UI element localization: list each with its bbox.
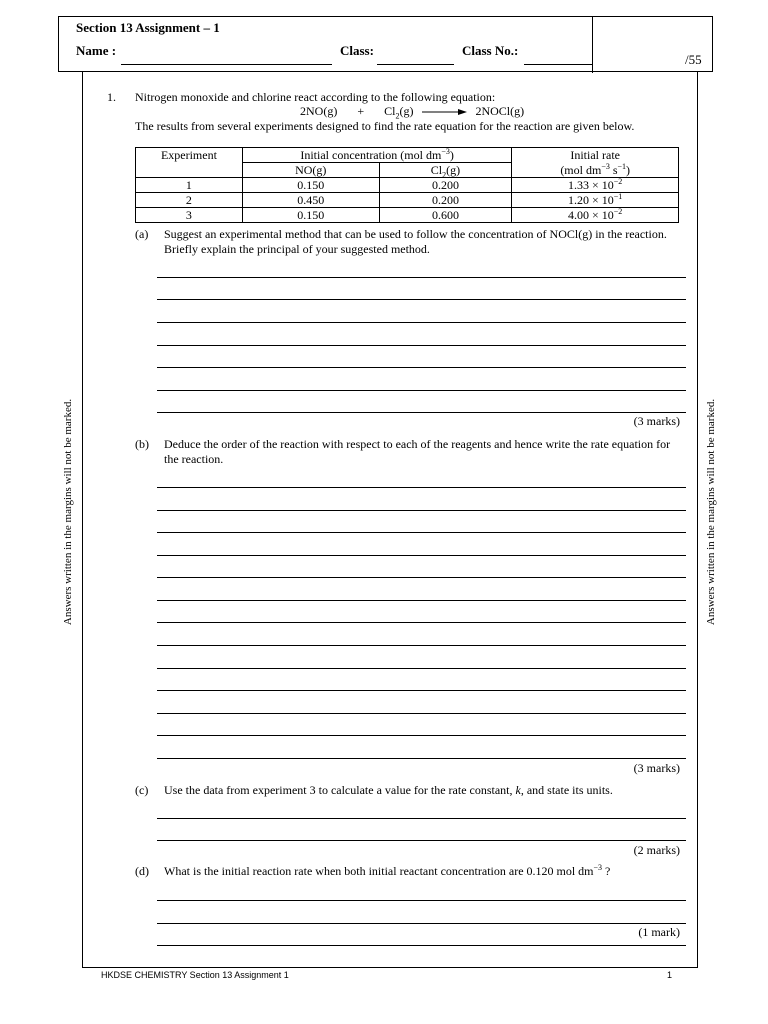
answer-line[interactable] <box>157 555 686 556</box>
equation-product: 2NOCl(g) <box>475 104 525 118</box>
answer-line[interactable] <box>157 645 686 646</box>
cell-no: 0.150 <box>242 208 379 223</box>
part-b-label: (b) <box>135 437 149 451</box>
table-row <box>136 178 679 193</box>
frame-bottom <box>82 967 698 968</box>
part-a-text: Suggest an experimental method that can be used to follow the concentration of NOCl(g) in the reaction. Briefly explain the principal of your suggested method. <box>164 227 667 256</box>
table-row <box>136 208 679 223</box>
class-no-field[interactable] <box>524 64 592 65</box>
results-text: The results from several experiments designed to find the rate equation for the reaction are given below. <box>135 119 635 133</box>
cell-experiment: 1 <box>136 178 243 193</box>
header-initial-rate: Initial rate <box>512 148 679 163</box>
assignment-title: Section 13 Assignment – 1 <box>76 20 220 35</box>
cell-rate: $1.20 \times 10^{-1}$ <box>512 193 679 208</box>
part-c-marks: (2 marks) <box>633 843 680 857</box>
cell-rate: $4.00 \times 10^{-2}$ <box>512 208 679 223</box>
answer-line[interactable] <box>157 690 686 691</box>
cell-cl2: 0.200 <box>379 178 512 193</box>
answer-line[interactable] <box>157 735 686 736</box>
footer-text: HKDSE CHEMISTRY Section 13 Assignment 1 <box>101 970 289 980</box>
equation-plus: + <box>357 104 365 118</box>
table-subheader-row <box>136 163 679 178</box>
cell-experiment: 3 <box>136 208 243 223</box>
table-header-row <box>136 148 679 163</box>
class-field[interactable] <box>377 64 454 65</box>
frame-left <box>82 72 83 968</box>
answer-line[interactable] <box>157 277 686 278</box>
answer-line[interactable] <box>157 923 686 924</box>
header-initial-concentration: Initial concentration (mol $dm^{-3}$) <box>242 148 511 163</box>
part-d-marks: (1 mark) <box>638 925 680 939</box>
frame-right <box>697 72 698 968</box>
answer-line[interactable] <box>157 840 686 841</box>
margin-note-left: Answers written in the margins will not be marked. <box>62 398 74 626</box>
part-a-marks: (3 marks) <box>633 414 680 428</box>
reaction-arrow-icon <box>420 107 468 117</box>
answer-line[interactable] <box>157 758 686 759</box>
header-experiment: Experiment <box>136 148 243 163</box>
header-cl2: $Cl_2(g)$ <box>379 163 512 178</box>
answer-line[interactable] <box>157 900 686 901</box>
class-no-label: Class No.: <box>462 43 519 58</box>
answer-line[interactable] <box>157 818 686 819</box>
part-c-text: Use the data from experiment 3 to calculate a value for the rate constant, k, and state its units. <box>164 783 613 797</box>
answer-line[interactable] <box>157 668 686 669</box>
equation-reactant-no: 2NO(g) <box>300 104 338 118</box>
answer-line[interactable] <box>157 367 686 368</box>
header-rate-units: (mol $dm^{-3}$ $s^{-1}$) <box>512 163 679 178</box>
header-experiment-cont <box>136 163 243 178</box>
question-number: 1. <box>107 90 116 104</box>
page-number: 1 <box>667 970 673 980</box>
part-d-text: What is the initial reaction rate when both initial reactant concentration are 0.120 mol $dm^{-3}$ ? <box>164 863 611 878</box>
cell-no: 0.450 <box>242 193 379 208</box>
answer-line[interactable] <box>157 577 686 578</box>
answer-line[interactable] <box>157 345 686 346</box>
question-intro: Nitrogen monoxide and chlorine react according to the following equation: <box>135 90 496 104</box>
answer-line[interactable] <box>157 713 686 714</box>
answer-line[interactable] <box>157 510 686 511</box>
table-row <box>136 193 679 208</box>
cell-experiment: 2 <box>136 193 243 208</box>
cell-cl2: 0.600 <box>379 208 512 223</box>
part-a-label: (a) <box>135 227 149 241</box>
name-field[interactable] <box>121 64 332 65</box>
part-b-text: Deduce the order of the reaction with respect to each of the reagents and hence write the rate equation for the reaction. <box>164 437 671 466</box>
part-c-label: (c) <box>135 783 149 797</box>
part-d-label: (d) <box>135 864 149 878</box>
equation-reactant-cl2: $Cl_2(g)$ <box>384 104 414 121</box>
answer-line[interactable] <box>157 299 686 300</box>
part-b-marks: (3 marks) <box>633 761 680 775</box>
answer-line[interactable] <box>157 412 686 413</box>
cell-rate: $1.33 \times 10^{-2}$ <box>512 178 679 193</box>
header-divider <box>592 17 593 73</box>
total-score: /55 <box>685 52 702 67</box>
header-no: NO(g) <box>242 163 379 178</box>
class-label: Class: <box>340 43 374 58</box>
cell-no: 0.150 <box>242 178 379 193</box>
cell-cl2: 0.200 <box>379 193 512 208</box>
name-label: Name : <box>76 43 117 58</box>
results-table <box>135 147 679 223</box>
answer-line[interactable] <box>157 390 686 391</box>
answer-line[interactable] <box>157 322 686 323</box>
answer-line[interactable] <box>157 945 686 946</box>
chemical-equation <box>300 104 524 119</box>
answer-line[interactable] <box>157 532 686 533</box>
answer-line[interactable] <box>157 600 686 601</box>
answer-line[interactable] <box>157 487 686 488</box>
margin-note-right: Answers written in the margins will not be marked. <box>705 398 717 626</box>
answer-line[interactable] <box>157 622 686 623</box>
